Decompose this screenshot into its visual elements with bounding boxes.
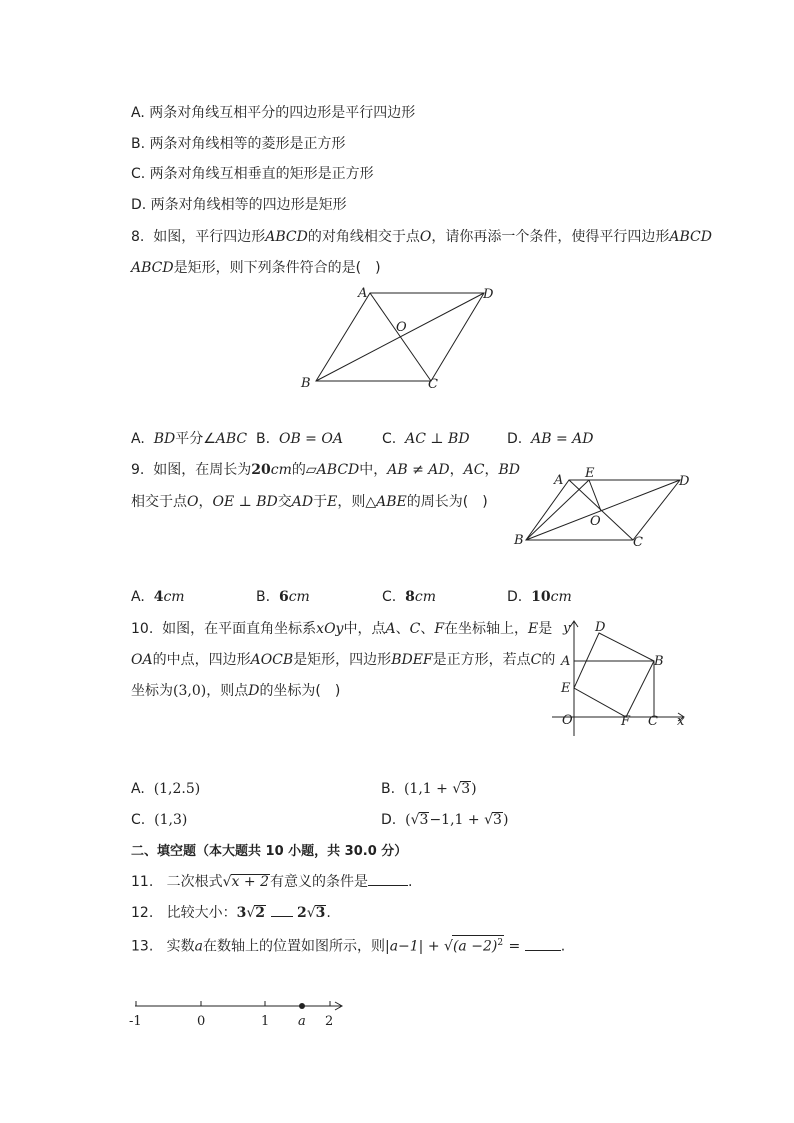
q11-number: 11.	[131, 874, 154, 890]
option-letter: B.	[256, 431, 271, 447]
q10-math: BDEF	[391, 652, 433, 668]
option-unit: cm	[163, 589, 185, 605]
q12-math: 2	[296, 905, 307, 921]
q10-text: 在坐标轴上，	[444, 621, 529, 637]
q9-math: AB ≠ AD	[387, 462, 450, 478]
q13-number: 13.	[131, 938, 154, 955]
option-math: ABC	[215, 431, 248, 447]
q10-math: OA	[131, 652, 153, 668]
tick-label: 0	[197, 1014, 206, 1029]
q13-text: .	[560, 938, 566, 955]
q10-label-o: O	[562, 713, 573, 728]
q10-label-d: D	[595, 620, 606, 635]
answer-blank[interactable]	[271, 904, 293, 917]
q8-number: 8.	[131, 229, 145, 245]
radicand: 3	[461, 781, 471, 797]
q9-label-e: E	[585, 466, 595, 481]
q10-number: 10.	[131, 621, 154, 637]
option-value: (1,3)	[154, 812, 188, 828]
q9-label-c: C	[633, 535, 643, 550]
q7-option-c: C. 两条对角线互相垂直的矩形是正方形	[131, 166, 374, 182]
q10-label-c: C	[648, 714, 658, 729]
point-a-marker	[299, 1003, 305, 1009]
q13-math: |a−1|	[384, 938, 424, 955]
q8-option-a	[131, 430, 247, 448]
q9-math: OE ⊥ BD	[212, 494, 278, 510]
q9-math: BD	[498, 462, 520, 478]
option-unit: cm	[414, 589, 437, 605]
q10-text: 如图，在平面直角坐标系	[162, 621, 317, 637]
q10-text: 是正方形，若点	[432, 652, 531, 668]
q9-label-b: B	[514, 533, 524, 548]
q11-text: 有意义的条件是	[269, 874, 368, 890]
q11-text: 二次根式	[166, 874, 223, 890]
option-letter: C.	[131, 812, 146, 828]
option-math: AB = AD	[531, 431, 594, 447]
q10-text: ，则点	[206, 683, 249, 699]
option-letter: D.	[507, 589, 523, 605]
q9-text: 交	[277, 494, 292, 510]
option-value: )	[471, 781, 477, 797]
q9-text: 的	[291, 462, 306, 478]
tick-label: 2	[325, 1014, 334, 1029]
q9-math: ABE	[376, 494, 407, 510]
q9-option-c	[382, 588, 436, 606]
q8-text: 的对角线相交于点	[307, 229, 420, 245]
sqrt-sign: √	[444, 938, 453, 955]
q8-option-b	[256, 430, 343, 448]
sqrt-sign: √	[306, 905, 316, 921]
q9-label-d: D	[679, 474, 690, 489]
q10-math: F	[434, 621, 445, 637]
option-letter: B.	[381, 781, 396, 797]
sqrt-sign: √	[484, 812, 494, 828]
section-heading: 二、填空题（本大题共 10 小题，共 30.0 分）	[131, 844, 408, 859]
q9-math: ABCD	[316, 462, 360, 478]
q10-text: 的中点，四边形	[152, 652, 251, 668]
q12-text: 比较大小：	[166, 905, 237, 921]
q9-option-a	[131, 588, 185, 606]
q10-math: C	[530, 652, 542, 668]
q10-label-e: E	[561, 681, 571, 696]
q13-math: =	[504, 938, 525, 955]
option-unit: cm	[550, 589, 572, 605]
q9-parallelogram-figure	[510, 462, 700, 552]
q10-label-y: y	[563, 621, 571, 636]
q8-label-o: O	[396, 320, 407, 335]
q13-stem	[131, 935, 565, 956]
answer-blank[interactable]	[368, 873, 408, 886]
option-value: )	[502, 812, 509, 828]
q13-text: 在数轴上的位置如图所示，则	[202, 938, 385, 955]
option-letter: A.	[131, 781, 145, 797]
radicand: 2	[255, 905, 266, 921]
q10-stem-line3	[131, 682, 340, 700]
q8-option-d	[507, 430, 594, 448]
q9-math: cm	[270, 462, 292, 478]
q10-math: AOCB	[250, 652, 294, 668]
q9-text: 于	[313, 494, 328, 510]
q9-text: 相交于点	[131, 494, 187, 510]
q10-math: A	[385, 621, 396, 637]
q11-stem	[131, 873, 412, 891]
q10-math: E	[528, 621, 539, 637]
q8-text: ，请你再添一个条件，使得平行四边形	[431, 229, 670, 245]
radicand	[452, 935, 504, 955]
q9-math: E	[327, 494, 338, 510]
sqrt-sign: √	[452, 781, 462, 797]
q8-text: 是矩形，则下列条件符合的是( )	[173, 260, 381, 276]
option-value: 8	[405, 589, 415, 605]
q13-math: +	[423, 938, 445, 955]
q10-label-a: A	[561, 654, 571, 669]
number-line-figure	[125, 995, 355, 1035]
option-letter: A.	[131, 589, 145, 605]
option-math: OB = OA	[278, 431, 343, 447]
q10-math: (3,0)	[173, 683, 207, 699]
q8-stem-line2	[131, 259, 381, 277]
sqrt-sign: √	[222, 874, 232, 890]
option-math: BD	[153, 431, 176, 447]
option-value: −1,1 +	[429, 812, 485, 828]
q10-label-b: B	[654, 654, 664, 669]
option-text: 平分∠	[175, 431, 216, 447]
option-value: (	[405, 812, 411, 828]
option-unit: cm	[288, 589, 310, 605]
q10-option-a	[131, 780, 200, 798]
q12-math: 3	[236, 905, 247, 921]
q9-text: ，	[449, 462, 464, 478]
q10-text: 是矩形，四边形	[293, 652, 392, 668]
q7-option-b: B. 两条对角线相等的菱形是正方形	[131, 136, 346, 152]
q9-number: 9.	[131, 462, 145, 478]
q8-label-a: A	[358, 286, 368, 301]
exponent: 2	[497, 938, 504, 948]
q10-label-f: F	[621, 714, 631, 729]
q10-math: xOy	[316, 621, 344, 637]
q9-label-a: A	[554, 473, 564, 488]
q12-stem	[131, 904, 331, 922]
radicand: x + 2	[231, 874, 269, 890]
q9-stem-line1	[131, 461, 520, 479]
q10-coordinate-figure	[548, 616, 693, 741]
q10-text: 、	[395, 621, 410, 637]
q8-math: ABCD	[265, 229, 308, 245]
q8-math: ABCD	[131, 260, 174, 276]
option-letter: D.	[507, 431, 523, 447]
q8-math: O	[419, 229, 432, 245]
q9-math: 20	[251, 462, 271, 478]
option-math: AC ⊥ BD	[405, 431, 470, 447]
q7-option-d: D. 两条对角线相等的四边形是矩形	[131, 197, 347, 213]
q8-text: 如图，平行四边形	[153, 229, 266, 245]
q8-stem-line1	[131, 228, 712, 246]
q9-math: O	[187, 494, 199, 510]
q9-option-b	[256, 588, 310, 606]
q9-option-d	[507, 588, 572, 606]
q10-stem-line1	[131, 620, 552, 638]
q10-math: D	[248, 683, 260, 699]
option-value: (1,2.5)	[153, 781, 201, 797]
option-value: 4	[153, 589, 164, 605]
q10-option-c	[131, 811, 187, 829]
q10-math: C	[409, 621, 421, 637]
option-letter: C.	[382, 431, 397, 447]
tick-label: -1	[129, 1014, 142, 1029]
radicand: 3	[419, 812, 429, 828]
q13-text: 实数	[166, 938, 195, 955]
q10-option-b	[381, 780, 477, 798]
q8-option-c	[382, 430, 470, 448]
q10-text: 是	[538, 621, 553, 637]
option-value: 10	[531, 589, 551, 605]
q10-text: 的	[541, 652, 556, 668]
q12-number: 12.	[131, 905, 154, 921]
q9-text: ，	[484, 462, 499, 478]
q7-option-a: A. 两条对角线互相平分的四边形是平行四边形	[131, 105, 416, 121]
q10-stem-line2	[131, 651, 555, 669]
tick-label: 1	[261, 1014, 270, 1029]
q10-label-x: x	[677, 714, 685, 729]
q10-text: 中，点	[343, 621, 386, 637]
option-letter: B.	[256, 589, 271, 605]
option-value: 6	[278, 589, 289, 605]
radicand-text: (a −2)	[452, 938, 498, 955]
q12-text: .	[326, 905, 331, 921]
q10-text: 、	[420, 621, 435, 637]
q10-text: 坐标为	[131, 683, 173, 699]
q13-math: a	[194, 938, 203, 955]
q9-label-o: O	[590, 514, 601, 529]
q11-text: .	[407, 874, 413, 890]
q9-text: ，则△	[337, 494, 377, 510]
option-letter: A.	[131, 431, 145, 447]
q8-label-c: C	[428, 377, 438, 392]
sqrt-sign: √	[246, 905, 256, 921]
q8-parallelogram-figure	[296, 282, 506, 392]
q9-text: 中，	[359, 462, 388, 478]
q10-text: 的坐标为( )	[259, 683, 341, 699]
q9-text: 的周长为( )	[406, 494, 488, 510]
option-value: (1,1 +	[403, 781, 453, 797]
sqrt-sign: √	[410, 812, 420, 828]
q10-option-d	[381, 811, 508, 829]
q9-stem-line2	[131, 493, 488, 511]
q9-text: 如图，在周长为	[153, 462, 252, 478]
q8-label-d: D	[483, 287, 494, 302]
q9-math: AD	[291, 494, 314, 510]
q9-math: AC	[463, 462, 485, 478]
option-letter: D.	[381, 812, 397, 828]
option-letter: C.	[382, 589, 397, 605]
q8-label-b: B	[301, 376, 311, 391]
answer-blank[interactable]	[525, 938, 561, 951]
q8-math: ABCD	[669, 229, 712, 245]
q9-text: ，	[198, 494, 213, 510]
radicand: 3	[315, 905, 326, 921]
q9-parallelogram-symbol: ▱	[305, 462, 317, 478]
radicand: 3	[493, 812, 502, 828]
point-label: a	[298, 1014, 306, 1029]
